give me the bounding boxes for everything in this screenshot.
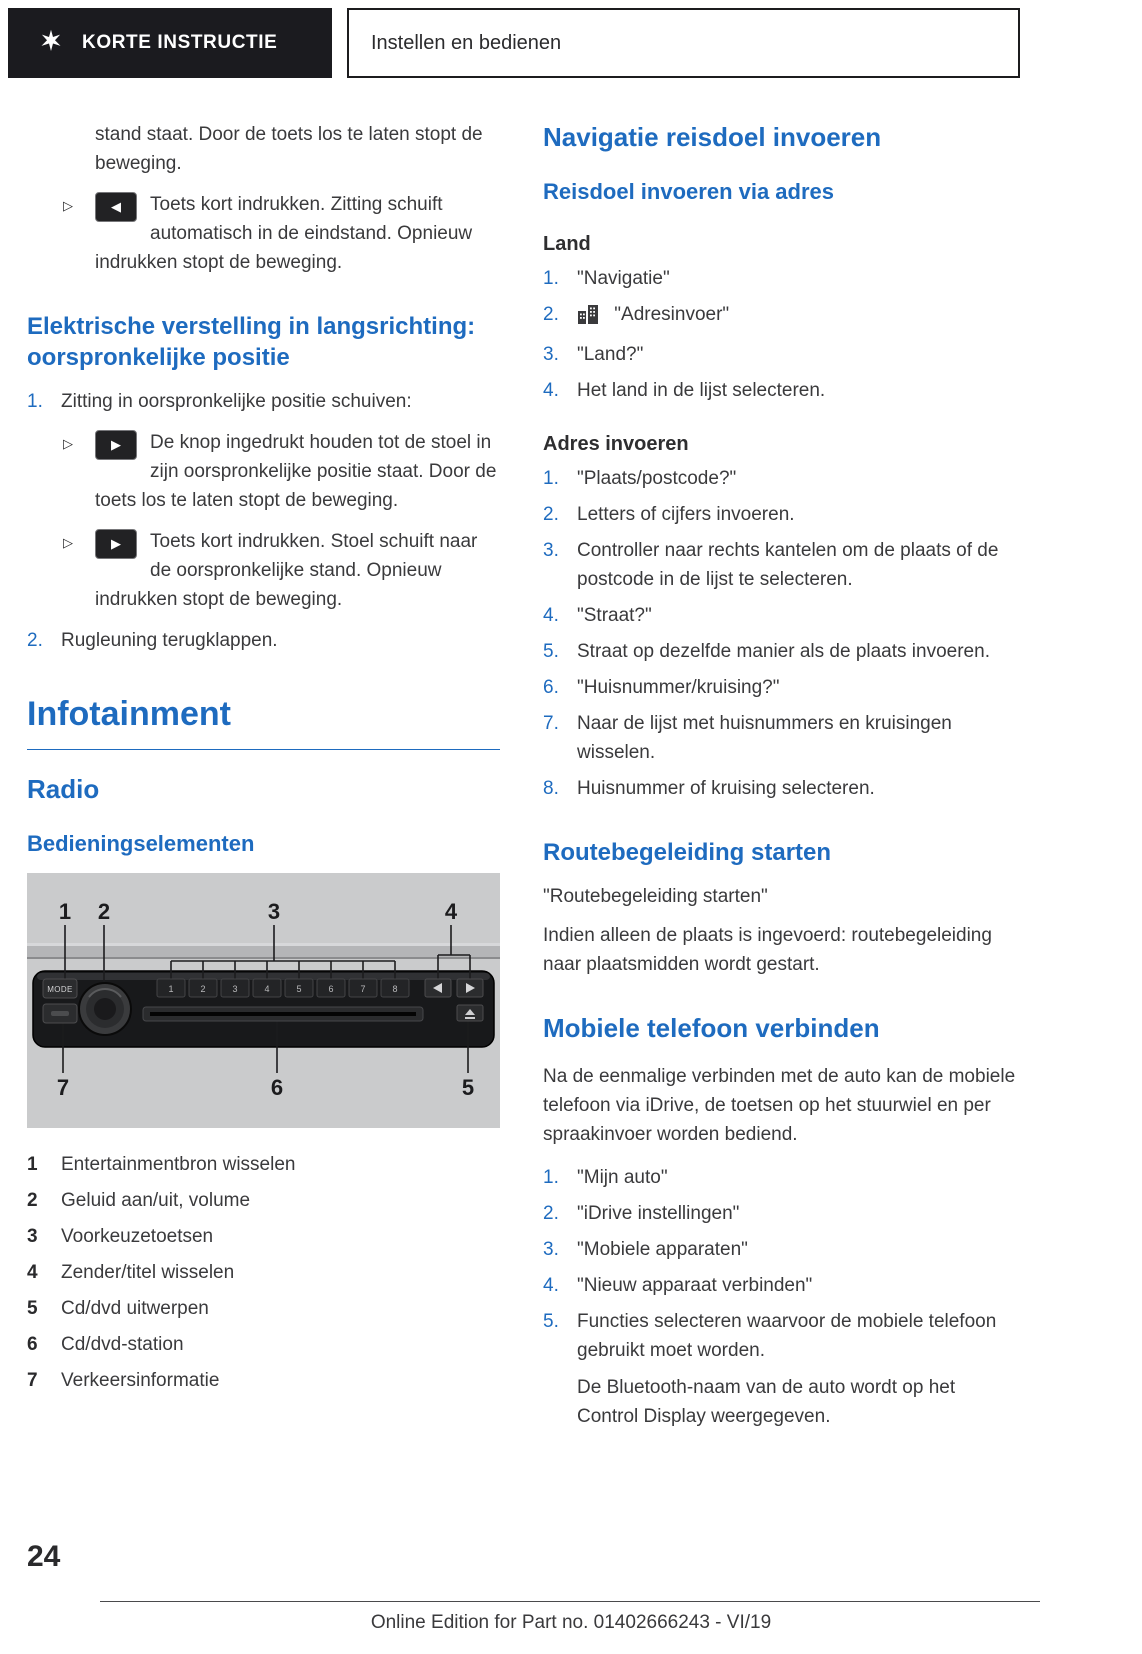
list-text: "Huisnummer/kruising?" bbox=[577, 677, 780, 698]
step-number: 1. bbox=[27, 391, 43, 412]
legend-number: 5 bbox=[27, 1298, 38, 1319]
list-item bbox=[543, 709, 1018, 767]
preset-label: 2 bbox=[200, 984, 206, 994]
legend-number: 4 bbox=[27, 1262, 38, 1283]
legend-text: Voorkeuzetoetsen bbox=[61, 1226, 214, 1247]
list-number: 1. bbox=[543, 268, 559, 289]
land-label: Land bbox=[543, 233, 591, 255]
list-text: "Plaats/postcode?" bbox=[577, 468, 737, 489]
seat-forward-button-icon bbox=[95, 430, 137, 460]
step-number: 2. bbox=[27, 630, 43, 651]
list-number: 6. bbox=[543, 677, 559, 698]
list-number: 7. bbox=[543, 713, 559, 734]
list-item bbox=[543, 536, 1018, 594]
seat-bullet-item bbox=[63, 527, 500, 614]
route-quote: "Routebegeleiding starten" bbox=[543, 886, 768, 907]
phone-connect-heading: Mobiele telefoon verbinden bbox=[543, 1013, 880, 1043]
list-text: "Straat?" bbox=[577, 605, 652, 626]
bullet-text: Toets kort indrukken. Stoel schuift naar de oorspronkelijke stand. Opnieuw indrukken stopt de beweging. bbox=[95, 531, 478, 610]
left-column bbox=[27, 120, 500, 1431]
seat-back-button-icon bbox=[95, 192, 137, 222]
list-text: Het land in de lijst selecteren. bbox=[577, 380, 826, 401]
list-text: Controller naar rechts kantelen om de plaats of de postcode in de lijst te selecteren. bbox=[577, 540, 999, 590]
radio-panel-illustration bbox=[27, 873, 500, 1128]
controls-heading: Bedieningselementen bbox=[27, 831, 255, 856]
list-number: 5. bbox=[543, 1311, 559, 1332]
list-text: Functies selecteren waarvoor de mobiele telefoon gebruikt moet worden. bbox=[577, 1311, 997, 1361]
right-column bbox=[543, 120, 1018, 1431]
legend-number: 1 bbox=[27, 1154, 38, 1175]
list-item bbox=[543, 673, 1018, 702]
seat-bullet-item bbox=[63, 428, 500, 515]
legend-text: Cd/dvd-station bbox=[61, 1334, 184, 1355]
callout-7: 7 bbox=[56, 1075, 70, 1100]
list-number: 3. bbox=[543, 1239, 559, 1260]
mode-button bbox=[43, 979, 77, 998]
list-item bbox=[543, 637, 1018, 666]
list-number: 5. bbox=[543, 641, 559, 662]
list-item bbox=[543, 376, 1018, 405]
list-text: "iDrive instellingen" bbox=[577, 1203, 740, 1224]
legend-number: 7 bbox=[27, 1370, 38, 1391]
callout-2: 2 bbox=[97, 899, 111, 924]
chapter-banner bbox=[8, 8, 332, 78]
preset-label: 7 bbox=[360, 984, 366, 994]
route-guidance-heading: Routebegeleiding starten bbox=[543, 839, 832, 866]
radio-legend bbox=[27, 1150, 500, 1395]
list-text: Naar de lijst met huisnummers en kruisingen wisselen. bbox=[577, 713, 952, 763]
list-text: "Mijn auto" bbox=[577, 1167, 668, 1188]
list-item bbox=[543, 1163, 1018, 1192]
list-number: 4. bbox=[543, 380, 559, 401]
list-number: 3. bbox=[543, 344, 559, 365]
list-text: "Mobiele apparaten" bbox=[577, 1239, 748, 1260]
page-content bbox=[0, 120, 1142, 1431]
arrow-right-icon: ▶ bbox=[111, 536, 121, 551]
address-destination-heading: Reisdoel invoeren via adres bbox=[543, 179, 835, 204]
list-item bbox=[543, 264, 1018, 293]
key-icon bbox=[38, 28, 64, 59]
list-item bbox=[543, 1307, 1018, 1365]
list-item bbox=[543, 464, 1018, 493]
list-text: Straat op dezelfde manier als de plaats invoeren. bbox=[577, 641, 990, 662]
list-number: 4. bbox=[543, 1275, 559, 1296]
legend-text: Entertainmentbron wisselen bbox=[61, 1154, 296, 1175]
list-item bbox=[543, 601, 1018, 630]
list-number: 8. bbox=[543, 778, 559, 799]
electric-adjustment-heading: Elektrische verstelling in langsrichting: oorspronkelijke positie bbox=[27, 313, 476, 371]
section-title: Instellen en bedienen bbox=[371, 31, 562, 54]
step-text: Rugleuning terugklappen. bbox=[61, 630, 278, 651]
list-number: 4. bbox=[543, 605, 559, 626]
triangle-bullet-icon: ▷ bbox=[63, 535, 73, 550]
legend-item bbox=[27, 1150, 500, 1179]
chapter-title: KORTE INSTRUCTIE bbox=[82, 32, 278, 53]
list-text: Letters of cijfers invoeren. bbox=[577, 504, 795, 525]
callout-5: 5 bbox=[461, 1075, 475, 1100]
list-number: 2. bbox=[543, 504, 559, 525]
mode-button-label: MODE bbox=[47, 985, 73, 994]
legend-number: 6 bbox=[27, 1334, 38, 1355]
list-text: "Land?" bbox=[577, 344, 644, 365]
eject-button bbox=[457, 1005, 483, 1021]
legend-item bbox=[27, 1222, 500, 1251]
list-text: "Navigatie" bbox=[577, 268, 670, 289]
callout-3: 3 bbox=[267, 899, 281, 924]
list-number: 2. bbox=[543, 304, 559, 325]
legend-item bbox=[27, 1294, 500, 1323]
edition-note: Online Edition for Part no. 01402666243 - VI/19 bbox=[370, 1612, 772, 1633]
address-entry-icon bbox=[577, 303, 600, 333]
bullet-text: Toets kort indrukken. Zitting schuift automatisch in de eindstand. Opnieuw indrukken stopt de beweging. bbox=[95, 194, 473, 273]
list-item bbox=[543, 300, 1018, 333]
legend-item bbox=[27, 1186, 500, 1215]
list-item bbox=[543, 774, 1018, 803]
list-item bbox=[543, 1235, 1018, 1264]
section-banner bbox=[347, 8, 1020, 78]
intro-paragraph: stand staat. Door de toets los te laten stopt de beweging. bbox=[95, 124, 483, 174]
infotainment-heading: Infotainment bbox=[27, 695, 500, 750]
bluetooth-note: De Bluetooth-naam van de auto wordt op het Control Display weergegeven. bbox=[577, 1377, 956, 1427]
list-text-label: "Adresinvoer" bbox=[614, 304, 730, 325]
list-number: 1. bbox=[543, 1167, 559, 1188]
route-text: Indien alleen de plaats is ingevoerd: routebegeleiding naar plaatsmidden wordt gestart. bbox=[543, 925, 992, 975]
radio-heading: Radio bbox=[27, 774, 100, 804]
cd-slot bbox=[143, 1007, 423, 1021]
list-text: Huisnummer of kruising selecteren. bbox=[577, 778, 875, 799]
legend-item bbox=[27, 1258, 500, 1287]
legend-item bbox=[27, 1366, 500, 1395]
volume-knob bbox=[79, 983, 131, 1035]
arrow-right-icon: ▶ bbox=[111, 437, 121, 452]
list-item bbox=[543, 1199, 1018, 1228]
step-item bbox=[27, 387, 500, 416]
callout-6: 6 bbox=[270, 1075, 284, 1100]
list-item bbox=[543, 1271, 1018, 1300]
legend-number: 2 bbox=[27, 1190, 38, 1211]
list-item bbox=[543, 340, 1018, 369]
legend-text: Geluid aan/uit, volume bbox=[61, 1190, 251, 1211]
preset-label: 8 bbox=[392, 984, 398, 994]
page-header bbox=[8, 8, 1142, 78]
list-item bbox=[543, 500, 1018, 529]
list-text: "Nieuw apparaat verbinden" bbox=[577, 1275, 813, 1296]
triangle-bullet-icon: ▷ bbox=[63, 436, 73, 451]
callout-1: 1 bbox=[58, 899, 72, 924]
list-text bbox=[577, 300, 1018, 333]
step-item bbox=[27, 626, 500, 655]
triangle-bullet-icon: ▷ bbox=[63, 198, 73, 213]
footer-divider bbox=[100, 1601, 1040, 1602]
list-number: 1. bbox=[543, 468, 559, 489]
radio-panel-figure bbox=[27, 873, 500, 1128]
legend-number: 3 bbox=[27, 1226, 38, 1247]
list-number: 2. bbox=[543, 1203, 559, 1224]
list-number: 3. bbox=[543, 540, 559, 561]
bullet-text: De knop ingedrukt houden tot de stoel in zijn oorspronkelijke positie staat. Door de toets los te laten stopt de beweging. bbox=[95, 432, 497, 511]
step-text: Zitting in oorspronkelijke positie schuiven: bbox=[61, 391, 412, 412]
legend-item bbox=[27, 1330, 500, 1359]
preset-label: 6 bbox=[328, 984, 334, 994]
preset-label: 4 bbox=[264, 984, 270, 994]
address-entry-label: Adres invoeren bbox=[543, 433, 689, 455]
traffic-info-button bbox=[43, 1004, 77, 1023]
legend-text: Zender/titel wisselen bbox=[61, 1262, 235, 1283]
arrow-left-icon: ◀ bbox=[111, 199, 121, 214]
preset-label: 5 bbox=[296, 984, 302, 994]
preset-label: 1 bbox=[168, 984, 174, 994]
nav-destination-heading: Navigatie reisdoel invoeren bbox=[543, 122, 882, 152]
seat-bullet-item bbox=[63, 190, 500, 277]
phone-intro: Na de eenmalige verbinden met de auto kan de mobiele telefoon via iDrive, de toetsen op het stuurwiel en per spraakinvoer worden bediend. bbox=[543, 1066, 1016, 1145]
preset-label: 3 bbox=[232, 984, 238, 994]
callout-4: 4 bbox=[444, 899, 458, 924]
legend-text: Cd/dvd uitwerpen bbox=[61, 1298, 209, 1319]
page-number: 24 bbox=[27, 1540, 61, 1573]
seat-forward-button-icon bbox=[95, 529, 137, 559]
legend-text: Verkeersinformatie bbox=[61, 1370, 220, 1391]
